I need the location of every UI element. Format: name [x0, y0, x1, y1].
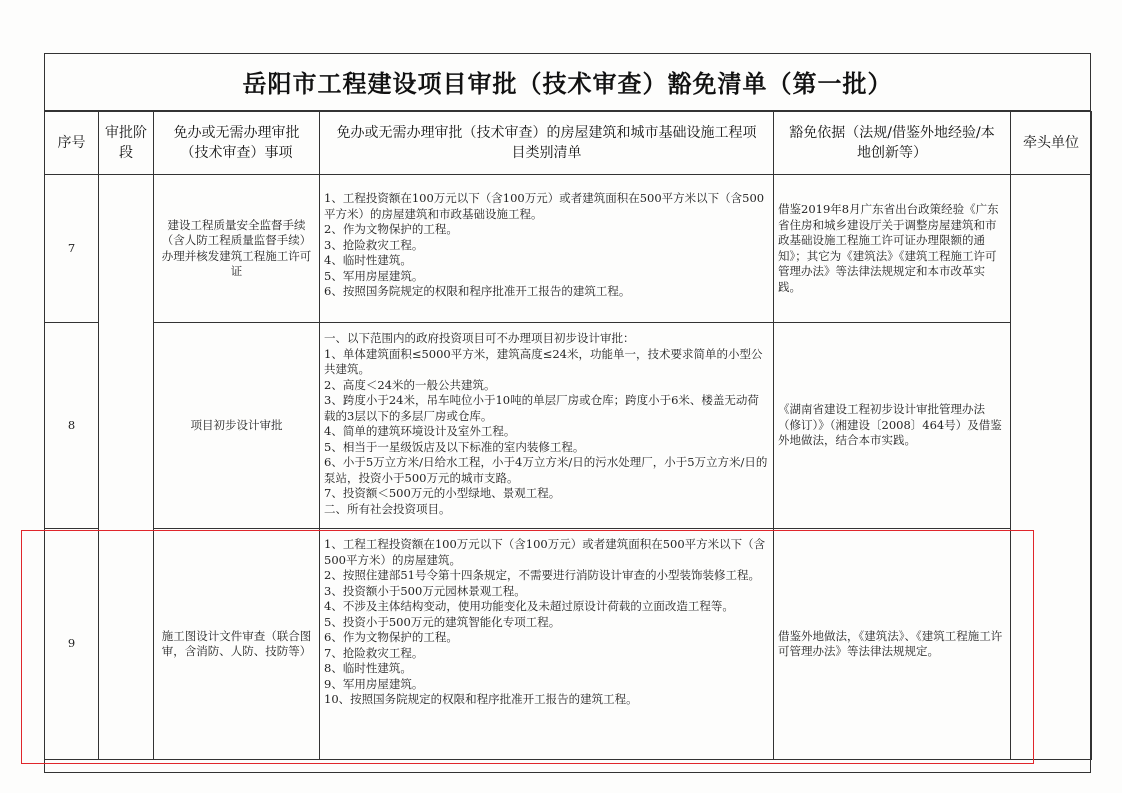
list-item: 5、投资小于500万元的建筑智能化专项工程。 [324, 614, 561, 629]
list-item: 10、按照国务院规定的权限和程序批准开工报告的建筑工程。 [324, 692, 638, 706]
list-item: 3、跨度小于24米，吊车吨位小于10吨的单层厂房或仓库；跨度小于6米、楼盖无动荷载的3层以下的多层厂房或仓库。 [324, 393, 759, 423]
row-list [320, 175, 774, 323]
header-dept: 牵头单位 [1011, 112, 1092, 175]
document-title: 岳阳市工程建设项目审批（技术审查）豁免清单（第一批） [44, 53, 1091, 111]
row-stage [99, 175, 154, 760]
header-seq: 序号 [45, 112, 99, 175]
list-item: 6、按照国务院规定的权限和程序批准开工报告的建筑工程。 [324, 284, 631, 298]
list-item: 4、简单的建筑环境设计及室外工程。 [324, 424, 516, 438]
row-basis: 借鉴外地做法，《建筑法》、《建筑工程施工许可管理办法》等法律法规规定。 [774, 529, 1011, 760]
list-item: 1、单体建筑面积≤5000平方米，建筑高度≤24米，功能单一，技术要求简单的小型公共建筑。 [324, 346, 763, 376]
row-item: 项目初步设计审批 [154, 323, 320, 529]
exemption-table [44, 111, 1092, 760]
list-item: 3、抢险救灾工程。 [324, 237, 424, 252]
list-item: 4、临时性建筑。 [324, 253, 412, 267]
list-item: 3、投资额小于500万元园林景观工程。 [324, 583, 526, 598]
list-item: 2、按照住建部51号令第十四条规定，不需要进行消防设计审查的小型装饰装修工程。 [324, 568, 760, 582]
list-item: 6、小于5万立方米/日给水工程，小于4万立方米/日的污水处理厂，小于5万立方米/日的泵站，投资小于500万元的城市支路。 [324, 455, 768, 485]
list-item: 5、相当于一星级饭店及以下标准的室内装修工程。 [324, 439, 585, 454]
row-list [320, 529, 774, 760]
list-item: 2、作为文物保护的工程。 [324, 222, 458, 236]
row-seq: 8 [45, 323, 99, 529]
header-list: 免办或无需办理审批（技术审查）的房屋建筑和城市基础设施工程项目类别清单 [320, 112, 774, 175]
header-stage: 审批阶段 [99, 112, 154, 175]
row-basis: 借鉴2019年8月广东省出台政策经验《广东省住房和城乡建设厅关于调整房屋建筑和市政基础设施工程施工许可证办理限额的通知》；其它为《建筑法》《建筑工程施工许可管理办法》等法律法规规定和本市改革实践。 [774, 175, 1011, 323]
table-row [45, 175, 1092, 323]
list-item: 2、高度＜24米的一般公共建筑。 [324, 377, 496, 392]
list-item: 7、投资额＜500万元的小型绿地、景观工程。 [324, 486, 561, 500]
table-row [45, 323, 1092, 529]
row-list [320, 323, 774, 529]
row-dept [1011, 175, 1092, 760]
row-seq: 7 [45, 175, 99, 323]
table-row [45, 529, 1092, 760]
list-item: 7、抢险救灾工程。 [324, 645, 424, 660]
row-item: 建设工程质量安全监督手续（含人防工程质量监督手续）办理并核发建筑工程施工许可证 [154, 175, 320, 323]
row-item: 施工图设计文件审查（联合图审，含消防、人防、技防等） [154, 529, 320, 760]
list-item: 二、所有社会投资项目。 [324, 501, 451, 516]
list-item: 4、不涉及主体结构变动，使用功能变化及未超过原设计荷载的立面改造工程等。 [324, 599, 734, 613]
list-item: 5、军用房屋建筑。 [324, 268, 424, 283]
row-basis: 《湖南省建设工程初步设计审批管理办法（修订）》（湘建设〔2008〕464号）及借鉴外地做法，结合本市实践。 [774, 323, 1011, 529]
list-item: 一、以下范围内的政府投资项目可不办理项目初步设计审批： [324, 331, 635, 345]
header-basis: 豁免依据（法规/借鉴外地经验/本地创新等） [774, 112, 1011, 175]
header-item: 免办或无需办理审批（技术审查）事项 [154, 112, 320, 175]
list-item: 8、临时性建筑。 [324, 661, 412, 675]
list-item: 6、作为文物保护的工程。 [324, 630, 458, 644]
list-item: 1、工程工程投资额在100万元以下（含100万元）或者建筑面积在500平方米以下（含500平方米）的房屋建筑。 [324, 537, 766, 567]
list-item: 1、工程投资额在100万元以下（含100万元）或者建筑面积在500平方米以下（含500平方米）的房屋建筑和市政基础设施工程。 [324, 191, 765, 221]
list-item: 9、军用房屋建筑。 [324, 676, 424, 691]
row-seq: 9 [45, 529, 99, 760]
header-row [45, 112, 1092, 175]
